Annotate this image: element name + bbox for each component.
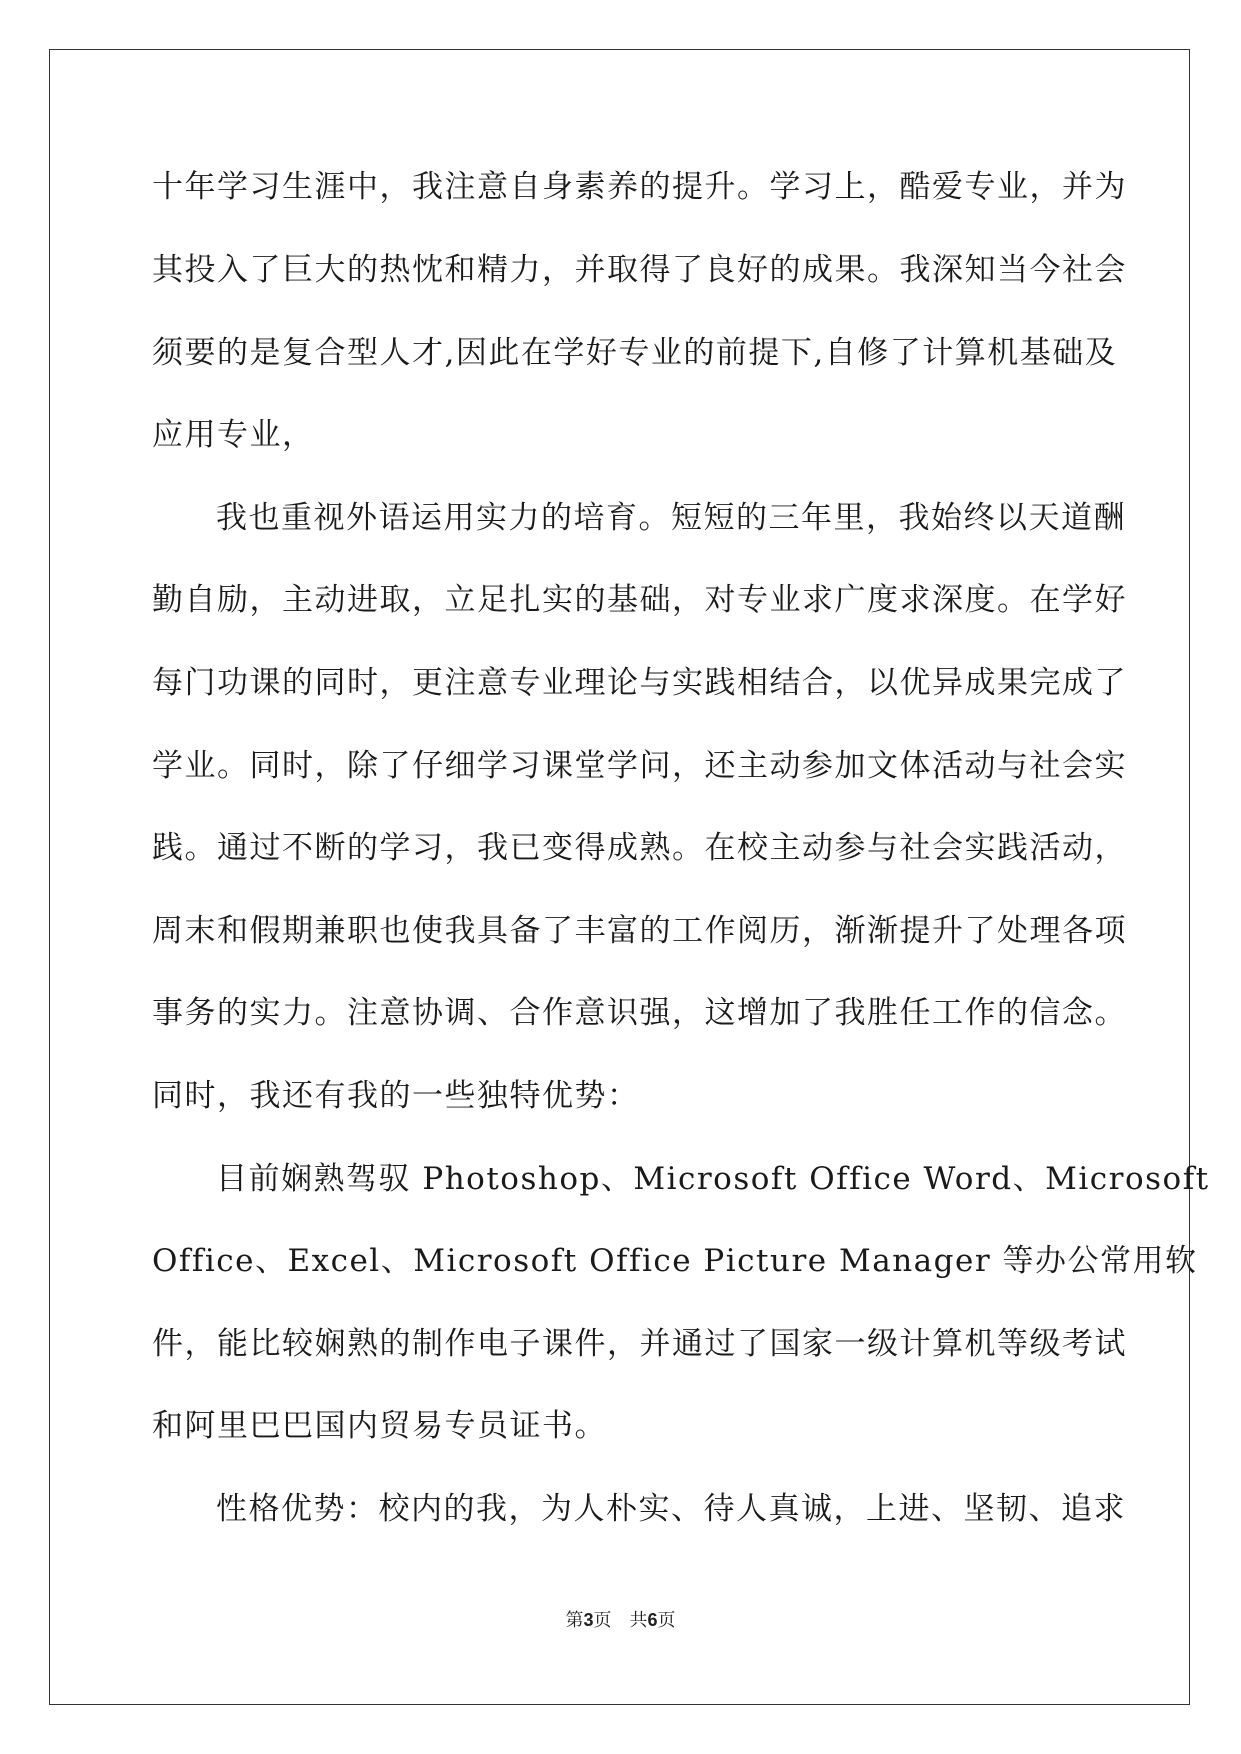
paragraph-line: 学业。同时，除了仔细学习课堂学问，还主动参加文体活动与社会实 [152,748,1127,784]
paragraph-line: 其投入了巨大的热忱和精力，并取得了良好的成果。我深知当今社会 [152,252,1127,288]
paragraph-line: 周末和假期兼职也使我具备了丰富的工作阅历，渐渐提升了处理各项 [152,913,1127,949]
total-label-suffix: 页 [657,1610,676,1631]
paragraph-line: 须要的是复合型人才,因此在学好专业的前提下,自修了计算机基础及 [152,335,1118,371]
paragraph-line: 践。通过不断的学习，我已变得成熟。在校主动参与社会实践活动， [152,830,1127,866]
page-border [49,49,1210,1705]
paragraph-line: 我也重视外语运用实力的培育。短短的三年里，我始终以天道酬 [216,500,1126,536]
paragraph-line: Office、Excel、Microsoft Office Picture Manager 等办公常用软 [152,1243,1198,1279]
paragraph-line: 同时，我还有我的一些独特优势： [152,1078,640,1114]
page-label-prefix: 第 [565,1610,584,1631]
paragraph-line: 十年学习生涯中，我注意自身素养的提升。学习上，酷爱专业，并为 [152,169,1127,205]
paragraph-line: 勤自励，主动进取，立足扎实的基础，对专业求广度求深度。在学好 [152,582,1127,618]
page-label-suffix: 页 [593,1610,612,1631]
page-footer [0,1606,1241,1632]
paragraph-line: 事务的实力。注意协调、合作意识强，这增加了我胜任工作的信念。 [152,995,1127,1031]
total-pages: 6 [647,1610,658,1630]
total-label-prefix: 共 [629,1610,648,1631]
paragraph-line: 应用专业， [152,417,315,453]
paragraph-line: 每门功课的同时，更注意专业理论与实践相结合，以优异成果完成了 [152,665,1127,701]
paragraph-line: 性格优势：校内的我，为人朴实、待人真诚，上进、坚韧、追求 [216,1491,1126,1527]
paragraph-line: 件，能比较娴熟的制作电子课件，并通过了国家一级计算机等级考试 [152,1326,1127,1362]
paragraph-line: 目前娴熟驾驭 Photoshop、Microsoft Office Word、Microsoft [216,1161,1210,1197]
page-number: 3 [583,1610,594,1630]
paragraph-line: 和阿里巴巴国内贸易专员证书。 [152,1408,607,1444]
